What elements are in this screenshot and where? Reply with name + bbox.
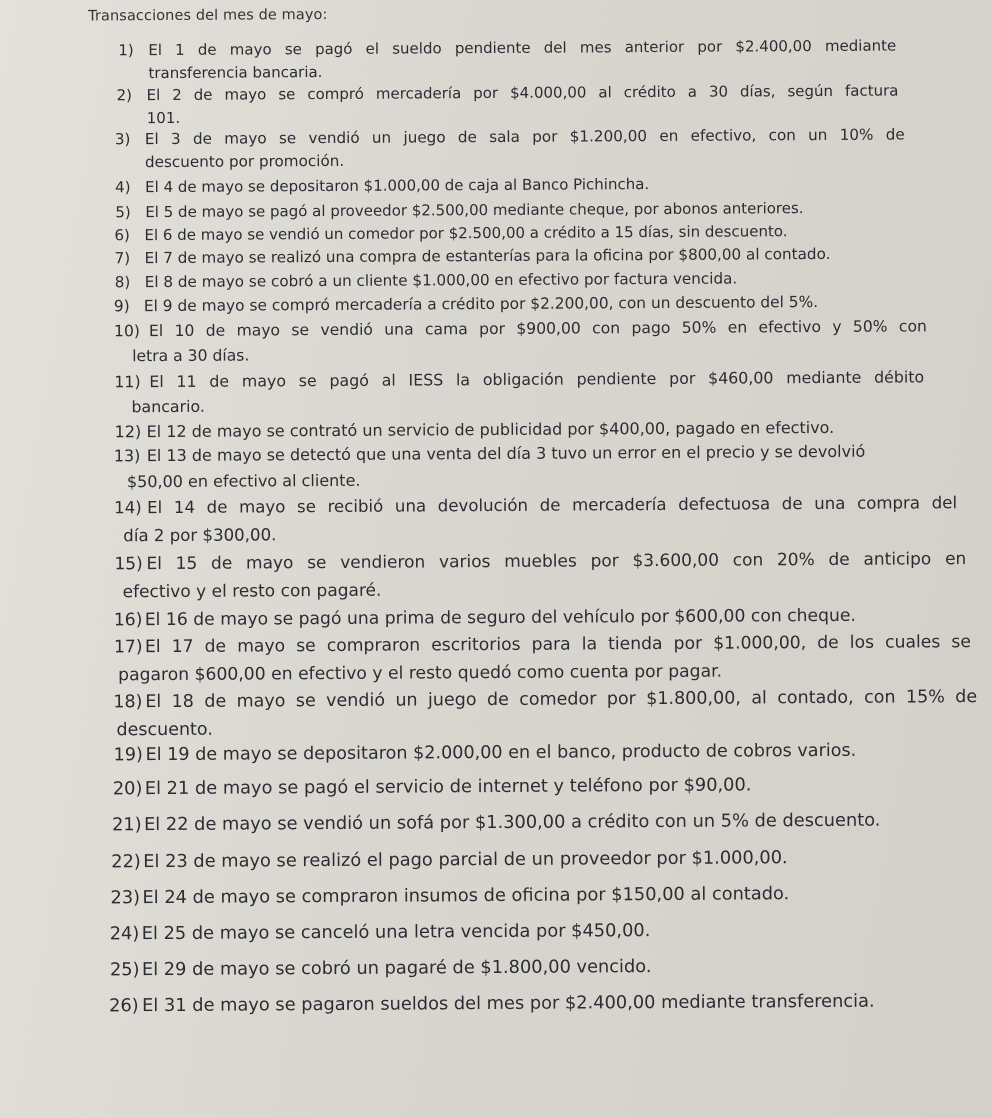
transaction-number: 23) (110, 887, 141, 909)
transaction-number: 6) (114, 226, 130, 245)
transaction-text: El 6 de mayo se vendió un comedor por $2.500,00 a crédito a 15 días, sin descuento. (144, 222, 788, 245)
transaction-number: 20) (112, 778, 143, 800)
transaction-text-continued: bancario. (131, 396, 205, 417)
transaction-text: El 22 de mayo se vendió un sofá por $1.300,00 a crédito con un 5% de descuento. (143, 809, 881, 836)
transaction-text: El 31 de mayo se pagaron sueldos del mes por $2.400,00 mediante transferencia. (142, 990, 875, 1017)
transaction-text: El 17 de mayo se compraron escritorios para la tienda por $1.000,00, de los cuales se (144, 632, 971, 658)
transaction-number: 13) (113, 446, 141, 466)
transaction-number: 7) (114, 249, 131, 268)
transaction-text-continued: $50,00 en efectivo al cliente. (126, 470, 361, 492)
transaction-text: El 23 de mayo se realizó el pago parcial de un proveedor por $1.000,00. (143, 847, 788, 873)
transaction-number: 9) (113, 297, 130, 316)
transaction-text: El 24 de mayo se compraron insumos de oficina por $150,00 al contado. (142, 883, 790, 909)
transaction-text: El 29 de mayo se cobró un pagaré de $1.800,00 vencido. (141, 956, 652, 981)
transaction-number: 18) (113, 692, 143, 713)
transaction-number: 25) (109, 959, 140, 981)
transaction-text: El 11 de mayo se pagó al IESS la obligación pendiente por $460,00 mediante débito (149, 367, 925, 392)
transaction-text-continued: 101. (146, 108, 181, 128)
transaction-number: 15) (114, 554, 143, 575)
transaction-number: 17) (113, 637, 143, 658)
transaction-text: El 10 de mayo se vendió una cama por $900,00 con pago 50% en efectivo y 50% con (148, 317, 927, 341)
transaction-text: El 4 de mayo se depositaron $1.000,00 de caja al Banco Pichincha. (145, 175, 650, 197)
transaction-text: El 7 de mayo se realizó una compra de estanterías para la oficina por $800,00 al contado. (144, 244, 831, 268)
transaction-number: 5) (115, 203, 131, 222)
transaction-text-continued: pagaron $600,00 en efectivo y el resto quedó como cuenta por pagar. (118, 661, 723, 686)
transaction-text: El 14 de mayo se recibió una devolución de mercadería defectuosa de una compra del (147, 493, 958, 518)
transaction-text-continued: letra a 30 días. (132, 346, 250, 366)
transaction-text-continued: descuento por promoción. (144, 151, 345, 172)
transaction-text: El 2 de mayo se compró mercadería por $4.000,00 al crédito a 30 días, según factura (146, 81, 899, 105)
document-heading: Transacciones del mes de mayo: (88, 6, 328, 25)
transaction-text: El 25 de mayo se canceló una letra vencida por $450,00. (141, 920, 651, 945)
transaction-number: 4) (115, 178, 131, 197)
transaction-text: El 15 de mayo se vendieron varios muebles por $3.600,00 con 20% de anticipo en (146, 549, 967, 575)
transaction-text: El 19 de mayo se depositaron $2.000,00 en el banco, producto de cobros varios. (145, 740, 857, 766)
transaction-text-continued: día 2 por $300,00. (123, 525, 277, 546)
transaction-text: El 1 de mayo se pagó el sueldo pendiente del mes anterior por $2.400,00 mediante (148, 36, 897, 60)
transaction-number: 24) (109, 923, 140, 945)
transaction-text: El 5 de mayo se pagó al proveedor $2.500,00 mediante cheque, por abonos anteriores. (145, 199, 804, 222)
transaction-text-continued: efectivo y el resto con pagaré. (122, 580, 382, 603)
transaction-text-continued: transferencia bancaria. (148, 63, 323, 83)
transaction-text: El 13 de mayo se detectó que una venta del día 3 tuvo un error en el precio y se devolvió (146, 441, 866, 466)
transaction-text: El 8 de mayo se cobró a un cliente $1.000,00 en efectivo por factura vencida. (144, 269, 738, 292)
transaction-text: El 9 de mayo se compró mercadería a crédito por $2.200,00, con un descuento del 5%. (143, 293, 819, 316)
transaction-number: 21) (111, 814, 142, 836)
transaction-text: El 21 de mayo se pagó el servicio de internet y teléfono por $90,00. (144, 774, 752, 800)
transaction-number: 2) (116, 86, 133, 105)
transaction-number: 22) (111, 851, 141, 873)
transaction-number: 12) (114, 422, 142, 442)
transaction-text-continued: descuento. (116, 719, 213, 741)
transaction-text: El 16 de mayo se pagó una prima de seguro del vehículo por $600,00 con cheque. (144, 605, 857, 631)
transaction-text: El 18 de mayo se vendió un juego de comedor por $1.800,00, al contado, con 15% de (145, 687, 978, 713)
transaction-number: 11) (114, 372, 141, 392)
transaction-number: 3) (114, 130, 131, 149)
transaction-number: 26) (109, 995, 139, 1017)
transaction-text: El 12 de mayo se contrató un servicio de publicidad por $400,00, pagado en efectivo. (146, 417, 835, 442)
transaction-text: El 3 de mayo se vendió un juego de sala por $1.200,00 en efectivo, con un 10% de (144, 125, 905, 149)
transaction-number: 14) (114, 498, 142, 518)
transaction-number: 1) (118, 41, 134, 60)
transaction-number: 19) (113, 745, 143, 766)
transaction-number: 10) (113, 322, 141, 341)
transaction-number: 16) (113, 610, 143, 631)
transaction-number: 8) (114, 273, 131, 292)
